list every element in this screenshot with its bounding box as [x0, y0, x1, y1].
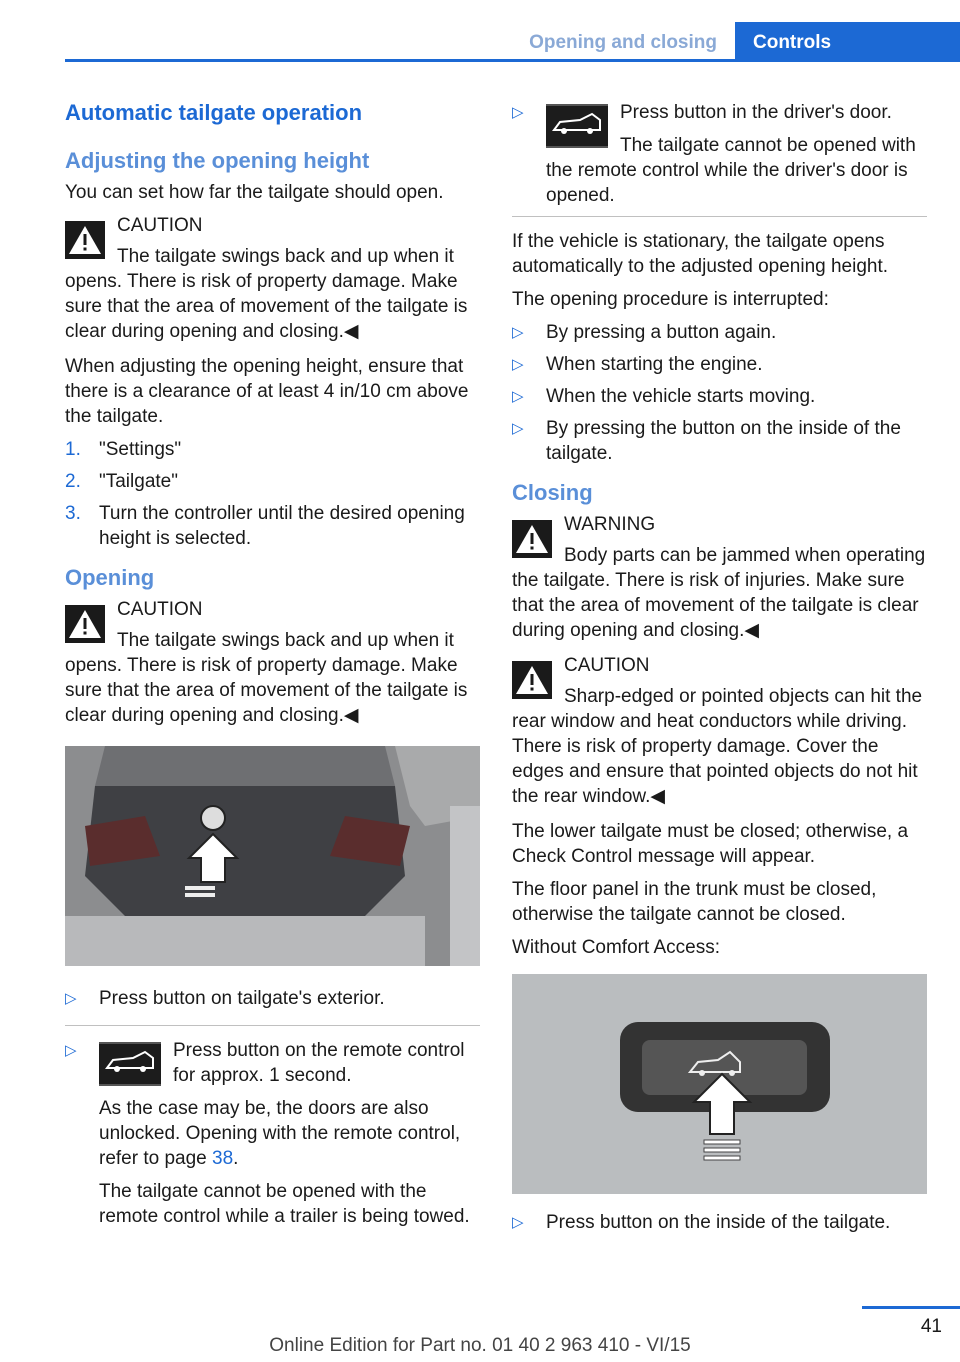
step-text: Turn the controller until the desired opening height is selected. — [99, 503, 465, 549]
door-button-list — [512, 100, 927, 208]
list-item — [512, 384, 927, 409]
inside-button-list — [512, 1210, 927, 1235]
remote-tailgate-icon — [99, 1042, 161, 1086]
page-reference-link[interactable]: 38 — [212, 1148, 234, 1169]
steps-list — [65, 437, 480, 551]
triangle-bullet-icon: ▷ — [512, 420, 524, 437]
unlock-note — [99, 1096, 480, 1171]
unlock-note-end: . — [233, 1148, 239, 1169]
bullet-text: Press button in the driver's door. — [620, 102, 892, 123]
opening-methods-list-2 — [65, 1038, 480, 1229]
warning-block — [512, 512, 927, 643]
subsection-title-closing: Closing — [512, 480, 593, 505]
step-text: "Tailgate" — [99, 471, 178, 492]
right-column — [512, 100, 927, 1249]
interrupt-intro: The opening procedure is interrupted: — [512, 289, 829, 310]
triangle-bullet-icon: ▷ — [512, 356, 524, 373]
list-item — [65, 469, 480, 494]
subsection-title-adjusting: Adjusting the opening height — [65, 148, 370, 173]
subsection-title-opening: Opening — [65, 565, 155, 590]
warning-text: Body parts can be jammed when operating the tailgate. There is risk of injuries. Make sure that the area of movement of the tailgate is clear during opening and closing.◀ — [512, 545, 926, 641]
door-note: The tailgate cannot be opened with the remote control while the driver's door is opened. — [546, 135, 916, 206]
list-item — [65, 986, 480, 1011]
left-column — [65, 100, 480, 1243]
opening-methods-list — [65, 986, 480, 1011]
tailgate-exterior-photo — [65, 746, 480, 966]
list-item — [65, 501, 480, 551]
intro-paragraph: You can set how far the tailgate should open. — [65, 182, 444, 203]
caution-block-1 — [65, 213, 480, 344]
header-rule — [65, 59, 960, 62]
section-tab: Opening and closing — [529, 32, 717, 53]
list-item — [65, 437, 480, 462]
stationary-paragraph: If the vehicle is stationary, the tailgate opens automatically to the adjusted opening height. — [512, 231, 889, 277]
comfort-access-label: Without Comfort Access: — [512, 937, 721, 958]
inside-button-photo — [512, 974, 927, 1194]
list-item — [65, 1038, 480, 1229]
caution-block-2 — [65, 597, 480, 728]
warning-triangle-icon — [512, 661, 552, 699]
list-item — [512, 416, 927, 466]
warning-triangle-icon — [65, 221, 105, 259]
bullet-text: When the vehicle starts moving. — [546, 386, 816, 407]
driver-door-tailgate-icon — [546, 104, 608, 148]
triangle-bullet-icon: ▷ — [512, 388, 524, 405]
bullet-text: When starting the engine. — [546, 354, 763, 375]
triangle-bullet-icon: ▷ — [512, 1214, 524, 1231]
list-item — [512, 100, 927, 208]
caution-label: CAUTION — [117, 215, 203, 236]
bullet-text: By pressing the button on the inside of the tailgate. — [546, 418, 901, 464]
inside-button-illustration — [512, 974, 927, 1194]
list-item — [512, 352, 927, 377]
footer-rule — [862, 1306, 960, 1309]
bullet-text: Press button on tailgate's exterior. — [99, 988, 385, 1009]
lower-tailgate-paragraph: The lower tailgate must be closed; otherwise, a Check Control message will appear. — [512, 821, 909, 867]
caution-text: The tailgate swings back and up when it opens. There is risk of property damage. Make sure that the area of movement of the tailgate is clear during opening and closing.◀ — [65, 630, 468, 726]
warning-triangle-icon — [65, 605, 105, 643]
step-number: 1. — [65, 439, 81, 460]
caution-block-3 — [512, 653, 927, 809]
warning-label: WARNING — [564, 514, 656, 535]
caution-label: CAUTION — [564, 655, 650, 676]
caution-text: Sharp-edged or pointed objects can hit the rear window and heat conductors while driving. There is risk of property damage. Cover the edges and ensure that pointed objects do not hit the rear window.◀ — [512, 686, 923, 807]
floor-panel-paragraph: The floor panel in the trunk must be closed, otherwise the tailgate cannot be closed. — [512, 879, 877, 925]
warning-triangle-icon — [512, 520, 552, 558]
bullet-text: Press button on the remote control for approx. 1 second. — [173, 1040, 465, 1086]
list-item — [512, 1210, 927, 1235]
triangle-bullet-icon: ▷ — [512, 104, 524, 121]
bullet-text: By pressing a button again. — [546, 322, 777, 343]
step-text: "Settings" — [99, 439, 182, 460]
triangle-bullet-icon: ▷ — [512, 324, 524, 341]
interrupt-list — [512, 320, 927, 466]
caution-label: CAUTION — [117, 599, 203, 620]
list-item — [512, 320, 927, 345]
step-number: 2. — [65, 471, 81, 492]
edition-footer: Online Edition for Part no. 01 40 2 963 410 - VI/15 — [269, 1335, 691, 1356]
triangle-bullet-icon: ▷ — [65, 990, 77, 1007]
triangle-bullet-icon: ▷ — [65, 1042, 77, 1059]
trailer-note: The tailgate cannot be opened with the remote control while a trailer is being towed. — [99, 1181, 470, 1227]
section-title: Automatic tailgate operation — [65, 100, 363, 125]
page-header — [65, 22, 960, 62]
step-number: 3. — [65, 503, 81, 524]
caution-text: The tailgate swings back and up when it opens. There is risk of property damage. Make sure that the area of movement of the tailgate is clear during opening and closing.◀ — [65, 246, 468, 342]
divider — [65, 1025, 480, 1026]
chapter-tab: Controls — [735, 22, 960, 62]
clearance-paragraph: When adjusting the opening height, ensure that there is a clearance of at least 4 in/10 cm above the tailgate. — [65, 356, 469, 427]
page-number: 41 — [920, 1316, 942, 1337]
unlock-note-text: As the case may be, the doors are also unlocked. Opening with the remote control, refer to page — [99, 1098, 461, 1169]
divider — [512, 216, 927, 217]
bullet-text: Press button on the inside of the tailgate. — [546, 1212, 891, 1233]
car-rear-illustration — [65, 746, 480, 966]
